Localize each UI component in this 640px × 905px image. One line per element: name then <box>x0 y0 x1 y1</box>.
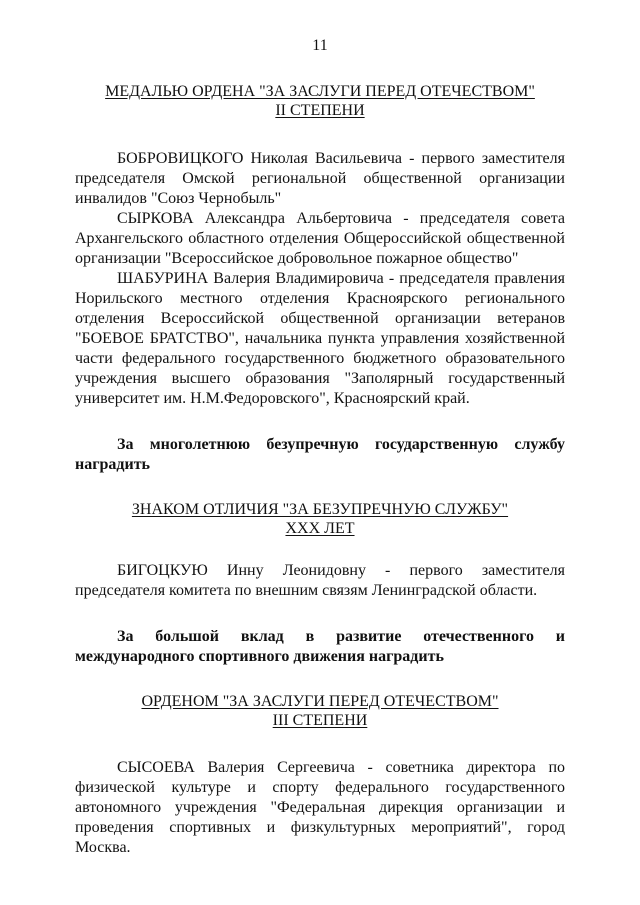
award-intro: За многолетнюю безупречную государственную службу наградить <box>75 436 565 473</box>
award-heading-line2: XXX ЛЕТ <box>285 520 355 537</box>
recipient-entry: БИГОЦКУЮ Инну Леонидовну - первого заместителя председателя комитета по внешним связям Ленинградской области. <box>75 562 565 599</box>
award-heading-line2: III СТЕПЕНИ <box>272 712 368 729</box>
award-heading-line2: II СТЕПЕНИ <box>275 102 365 119</box>
award-heading-line1: ЗНАКОМ ОТЛИЧИЯ "ЗА БЕЗУПРЕЧНУЮ СЛУЖБУ" <box>131 501 509 518</box>
recipient-entry: СЫСОЕВА Валерия Сергеевича - советника директора по физической культуре и спорту федерального государственного автономного учреждения "Федеральная дирекция организации и проведения спортивных и физкультурных мероприятий", город Москва. <box>75 759 565 856</box>
document-body <box>75 82 565 858</box>
award-heading-order <box>75 692 565 730</box>
award-heading-medal <box>75 82 565 120</box>
award-heading-line1: ОРДЕНОМ "ЗА ЗАСЛУГИ ПЕРЕД ОТЕЧЕСТВОМ" <box>141 693 499 710</box>
recipient-entry: СЫРКОВА Александра Альбертовича - председателя совета Архангельского областного отделения Общероссийской общественной организации "Всероссийское добровольное пожарное общество" <box>75 210 565 267</box>
recipient-entry: БОБРОВИЦКОГО Николая Васильевича - первого заместителя председателя Омской региональной общественной организации инвалидов "Союз Чернобыль" <box>75 150 565 207</box>
award-heading-badge <box>75 500 565 538</box>
award-intro: За большой вклад в развитие отечественного и международного спортивного движения наградить <box>75 628 565 665</box>
award-heading-line1: МЕДАЛЬЮ ОРДЕНА "ЗА ЗАСЛУГИ ПЕРЕД ОТЕЧЕСТВОМ" <box>105 83 535 100</box>
recipient-entry: ШАБУРИНА Валерия Владимировича - председателя правления Норильского местного отделения Красноярского регионального отделения Всероссийской общественной организации ветеранов "БОЕВОЕ БРАТСТВО", начальника пункта управления хозяйственной части федерального государственного бюджетного образовательного учреждения высшего образования "Заполярный государственный университет им. Н.М.Федоровского", Красноярский край. <box>75 270 565 407</box>
page-number: 11 <box>312 37 328 54</box>
